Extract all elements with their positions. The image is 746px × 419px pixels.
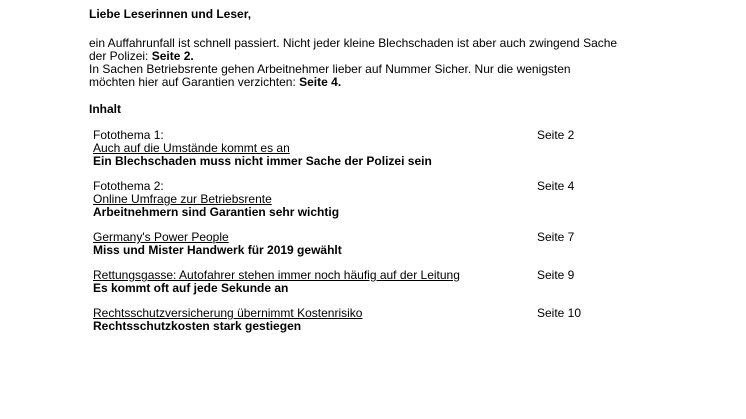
toc-entry-page: Seite 9 (537, 268, 575, 282)
intro-paragraph-pension (89, 63, 619, 89)
toc-heading: Inhalt (89, 102, 121, 116)
toc-entry-page: Seite 7 (537, 230, 575, 244)
toc-entry (89, 231, 619, 257)
toc-entry (89, 307, 619, 333)
toc-entry-page: Seite 2 (537, 128, 575, 142)
toc-entry (89, 180, 619, 219)
intro-paragraph-accident (89, 37, 619, 63)
intro-paragraph-pension-ref: Seite 4. (299, 75, 342, 89)
toc-entry-headline: Es kommt oft auf jede Sekunde an (93, 281, 289, 295)
toc-entry-headline: Rechtsschutzkosten stark gestiegen (93, 319, 302, 333)
intro-paragraph-pension-text: In Sachen Betriebsrente gehen Arbeitnehmer lieber auf Nummer Sicher. Nur die wenigsten möchten hier auf Garantien verzichten: (89, 62, 571, 89)
toc-entry-link[interactable]: Rettungsgasse: Autofahrer stehen immer noch häufig auf der Leitung (93, 268, 460, 282)
toc-entry-link[interactable]: Rechtsschutzversicherung übernimmt Kostenrisiko (93, 306, 363, 320)
table-of-contents (89, 129, 619, 333)
toc-entry (89, 129, 619, 168)
newsletter-document (89, 8, 619, 345)
toc-entry-headline: Arbeitnehmern sind Garantien sehr wichtig (93, 205, 340, 219)
toc-entry-page: Seite 10 (537, 306, 582, 320)
toc-entry-label: Fotothema 1: (93, 128, 164, 142)
toc-entry-link[interactable]: Germany's Power People (93, 230, 229, 244)
toc-entry-headline: Miss und Mister Handwerk für 2019 gewählt (93, 243, 342, 257)
greeting: Liebe Leserinnen und Leser, (89, 7, 252, 21)
toc-entry-headline: Ein Blechschaden muss nicht immer Sache der Polizei sein (93, 154, 432, 168)
toc-entry-label: Fotothema 2: (93, 179, 164, 193)
toc-entry-page: Seite 4 (537, 179, 575, 193)
toc-entry-link[interactable]: Online Umfrage zur Betriebsrente (93, 192, 272, 206)
toc-entry-link[interactable]: Auch auf die Umstände kommt es an (93, 141, 290, 155)
toc-entry (89, 269, 619, 295)
intro-text (89, 37, 619, 89)
intro-paragraph-accident-ref: Seite 2. (151, 49, 194, 63)
intro-paragraph-accident-text: ein Auffahrunfall ist schnell passiert. Nicht jeder kleine Blechschaden ist aber auch zwingend Sache der Polizei: (89, 36, 618, 63)
